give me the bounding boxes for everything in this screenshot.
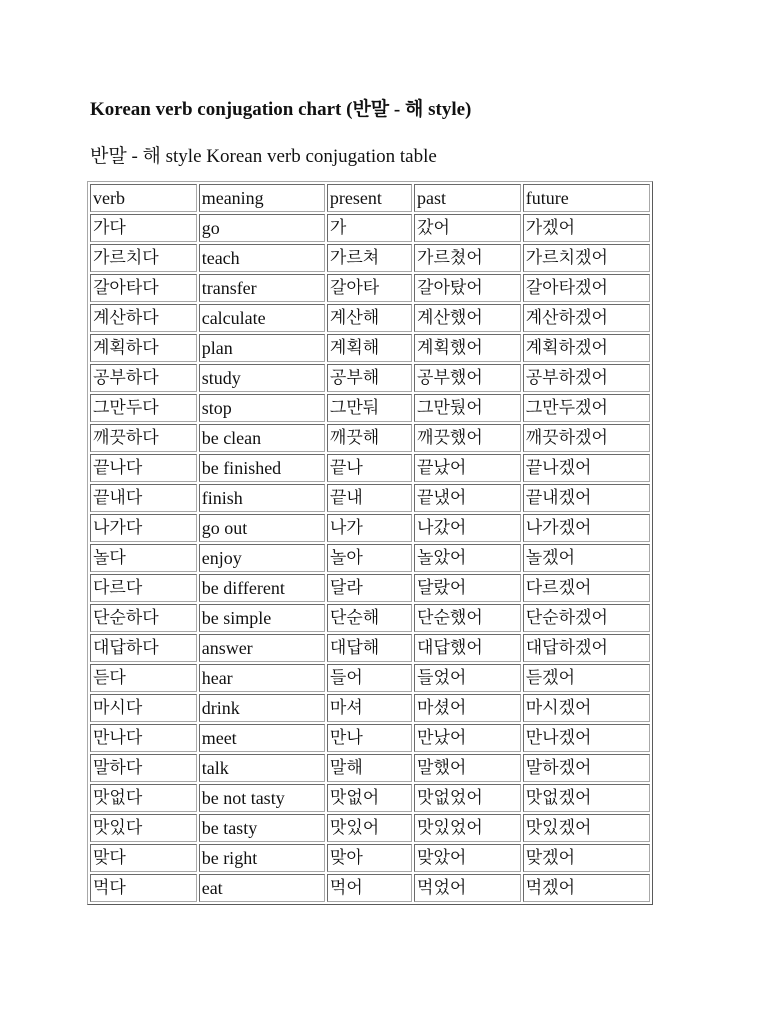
present-cell: 맛있어 xyxy=(327,814,412,842)
table-row xyxy=(90,604,650,632)
meaning-cell: drink xyxy=(199,694,325,722)
present-cell: 깨끗해 xyxy=(327,424,412,452)
present-cell: 맛없어 xyxy=(327,784,412,812)
past-cell: 달랐어 xyxy=(414,574,521,602)
verb-cell: 먹다 xyxy=(90,874,197,902)
conjugation-table-wrapper xyxy=(87,181,653,905)
verb-cell: 그만두다 xyxy=(90,394,197,422)
header-cell-meaning: meaning xyxy=(199,184,325,212)
verb-cell: 가르치다 xyxy=(90,244,197,272)
verb-cell: 말하다 xyxy=(90,754,197,782)
future-cell: 만나겠어 xyxy=(523,724,650,752)
past-cell: 나갔어 xyxy=(414,514,521,542)
past-cell: 먹었어 xyxy=(414,874,521,902)
past-cell: 계산했어 xyxy=(414,304,521,332)
table-row xyxy=(90,394,650,422)
header-cell-future: future xyxy=(523,184,650,212)
past-cell: 갔어 xyxy=(414,214,521,242)
past-cell: 단순했어 xyxy=(414,604,521,632)
page-subtitle: 반말 - 해 style Korean verb conjugation table xyxy=(90,146,437,167)
future-cell: 맛없겠어 xyxy=(523,784,650,812)
page-title: Korean verb conjugation chart (반말 - 해 style) xyxy=(90,99,472,120)
present-cell: 맞아 xyxy=(327,844,412,872)
future-cell: 가겠어 xyxy=(523,214,650,242)
past-cell: 계획했어 xyxy=(414,334,521,362)
table-row xyxy=(90,664,650,692)
meaning-cell: teach xyxy=(199,244,325,272)
present-cell: 만나 xyxy=(327,724,412,752)
past-cell: 맞았어 xyxy=(414,844,521,872)
conjugation-table xyxy=(87,181,653,905)
table-row xyxy=(90,874,650,902)
future-cell: 놀겠어 xyxy=(523,544,650,572)
verb-cell: 다르다 xyxy=(90,574,197,602)
table-row xyxy=(90,814,650,842)
meaning-cell: be finished xyxy=(199,454,325,482)
present-cell: 놀아 xyxy=(327,544,412,572)
table-row xyxy=(90,214,650,242)
header-cell-present: present xyxy=(327,184,412,212)
verb-cell: 맛있다 xyxy=(90,814,197,842)
past-cell: 말했어 xyxy=(414,754,521,782)
present-cell: 대답해 xyxy=(327,634,412,662)
present-cell: 말해 xyxy=(327,754,412,782)
future-cell: 계산하겠어 xyxy=(523,304,650,332)
present-cell: 달라 xyxy=(327,574,412,602)
table-row xyxy=(90,304,650,332)
table-row xyxy=(90,454,650,482)
verb-cell: 놀다 xyxy=(90,544,197,572)
verb-cell: 듣다 xyxy=(90,664,197,692)
verb-cell: 만나다 xyxy=(90,724,197,752)
meaning-cell: go out xyxy=(199,514,325,542)
table-row xyxy=(90,724,650,752)
future-cell: 대답하겠어 xyxy=(523,634,650,662)
meaning-cell: calculate xyxy=(199,304,325,332)
table-row xyxy=(90,694,650,722)
meaning-cell: hear xyxy=(199,664,325,692)
past-cell: 가르쳤어 xyxy=(414,244,521,272)
table-row xyxy=(90,424,650,452)
present-cell: 갈아타 xyxy=(327,274,412,302)
meaning-cell: be right xyxy=(199,844,325,872)
meaning-cell: talk xyxy=(199,754,325,782)
verb-cell: 마시다 xyxy=(90,694,197,722)
meaning-cell: be different xyxy=(199,574,325,602)
future-cell: 맞겠어 xyxy=(523,844,650,872)
present-cell: 계산해 xyxy=(327,304,412,332)
past-cell: 맛없었어 xyxy=(414,784,521,812)
future-cell: 그만두겠어 xyxy=(523,394,650,422)
meaning-cell: be tasty xyxy=(199,814,325,842)
present-cell: 나가 xyxy=(327,514,412,542)
future-cell: 끝나겠어 xyxy=(523,454,650,482)
table-header-row xyxy=(90,184,650,212)
past-cell: 깨끗했어 xyxy=(414,424,521,452)
verb-cell: 끝내다 xyxy=(90,484,197,512)
verb-cell: 가다 xyxy=(90,214,197,242)
meaning-cell: transfer xyxy=(199,274,325,302)
verb-cell: 대답하다 xyxy=(90,634,197,662)
present-cell: 들어 xyxy=(327,664,412,692)
table-row xyxy=(90,754,650,782)
present-cell: 계획해 xyxy=(327,334,412,362)
future-cell: 먹겠어 xyxy=(523,874,650,902)
present-cell: 마셔 xyxy=(327,694,412,722)
table-body xyxy=(90,214,650,902)
verb-cell: 계획하다 xyxy=(90,334,197,362)
past-cell: 공부했어 xyxy=(414,364,521,392)
meaning-cell: be not tasty xyxy=(199,784,325,812)
past-cell: 맛있었어 xyxy=(414,814,521,842)
past-cell: 들었어 xyxy=(414,664,521,692)
meaning-cell: stop xyxy=(199,394,325,422)
table-row xyxy=(90,634,650,662)
past-cell: 마셨어 xyxy=(414,694,521,722)
future-cell: 다르겠어 xyxy=(523,574,650,602)
future-cell: 나가겠어 xyxy=(523,514,650,542)
verb-cell: 맛없다 xyxy=(90,784,197,812)
meaning-cell: be clean xyxy=(199,424,325,452)
present-cell: 그만둬 xyxy=(327,394,412,422)
present-cell: 가 xyxy=(327,214,412,242)
present-cell: 먹어 xyxy=(327,874,412,902)
meaning-cell: study xyxy=(199,364,325,392)
verb-cell: 맞다 xyxy=(90,844,197,872)
present-cell: 가르쳐 xyxy=(327,244,412,272)
meaning-cell: plan xyxy=(199,334,325,362)
future-cell: 공부하겠어 xyxy=(523,364,650,392)
verb-cell: 끝나다 xyxy=(90,454,197,482)
past-cell: 갈아탔어 xyxy=(414,274,521,302)
future-cell: 말하겠어 xyxy=(523,754,650,782)
future-cell: 마시겠어 xyxy=(523,694,650,722)
future-cell: 듣겠어 xyxy=(523,664,650,692)
verb-cell: 계산하다 xyxy=(90,304,197,332)
meaning-cell: eat xyxy=(199,874,325,902)
table-row xyxy=(90,544,650,572)
meaning-cell: finish xyxy=(199,484,325,512)
present-cell: 단순해 xyxy=(327,604,412,632)
past-cell: 끝냈어 xyxy=(414,484,521,512)
verb-cell: 깨끗하다 xyxy=(90,424,197,452)
future-cell: 맛있겠어 xyxy=(523,814,650,842)
table-row xyxy=(90,274,650,302)
past-cell: 끝났어 xyxy=(414,454,521,482)
table-row xyxy=(90,514,650,542)
verb-cell: 갈아타다 xyxy=(90,274,197,302)
past-cell: 만났어 xyxy=(414,724,521,752)
meaning-cell: meet xyxy=(199,724,325,752)
verb-cell: 나가다 xyxy=(90,514,197,542)
present-cell: 끝내 xyxy=(327,484,412,512)
future-cell: 가르치겠어 xyxy=(523,244,650,272)
future-cell: 단순하겠어 xyxy=(523,604,650,632)
table-row xyxy=(90,244,650,272)
header-cell-verb: verb xyxy=(90,184,197,212)
future-cell: 갈아타겠어 xyxy=(523,274,650,302)
meaning-cell: be simple xyxy=(199,604,325,632)
past-cell: 대답했어 xyxy=(414,634,521,662)
verb-cell: 단순하다 xyxy=(90,604,197,632)
header-cell-past: past xyxy=(414,184,521,212)
table-row xyxy=(90,784,650,812)
present-cell: 끝나 xyxy=(327,454,412,482)
present-cell: 공부해 xyxy=(327,364,412,392)
past-cell: 그만뒀어 xyxy=(414,394,521,422)
table-row xyxy=(90,334,650,362)
table-row xyxy=(90,364,650,392)
table-row xyxy=(90,574,650,602)
verb-cell: 공부하다 xyxy=(90,364,197,392)
future-cell: 계획하겠어 xyxy=(523,334,650,362)
future-cell: 깨끗하겠어 xyxy=(523,424,650,452)
future-cell: 끝내겠어 xyxy=(523,484,650,512)
meaning-cell: enjoy xyxy=(199,544,325,572)
past-cell: 놀았어 xyxy=(414,544,521,572)
table-row xyxy=(90,844,650,872)
meaning-cell: answer xyxy=(199,634,325,662)
meaning-cell: go xyxy=(199,214,325,242)
table-row xyxy=(90,484,650,512)
